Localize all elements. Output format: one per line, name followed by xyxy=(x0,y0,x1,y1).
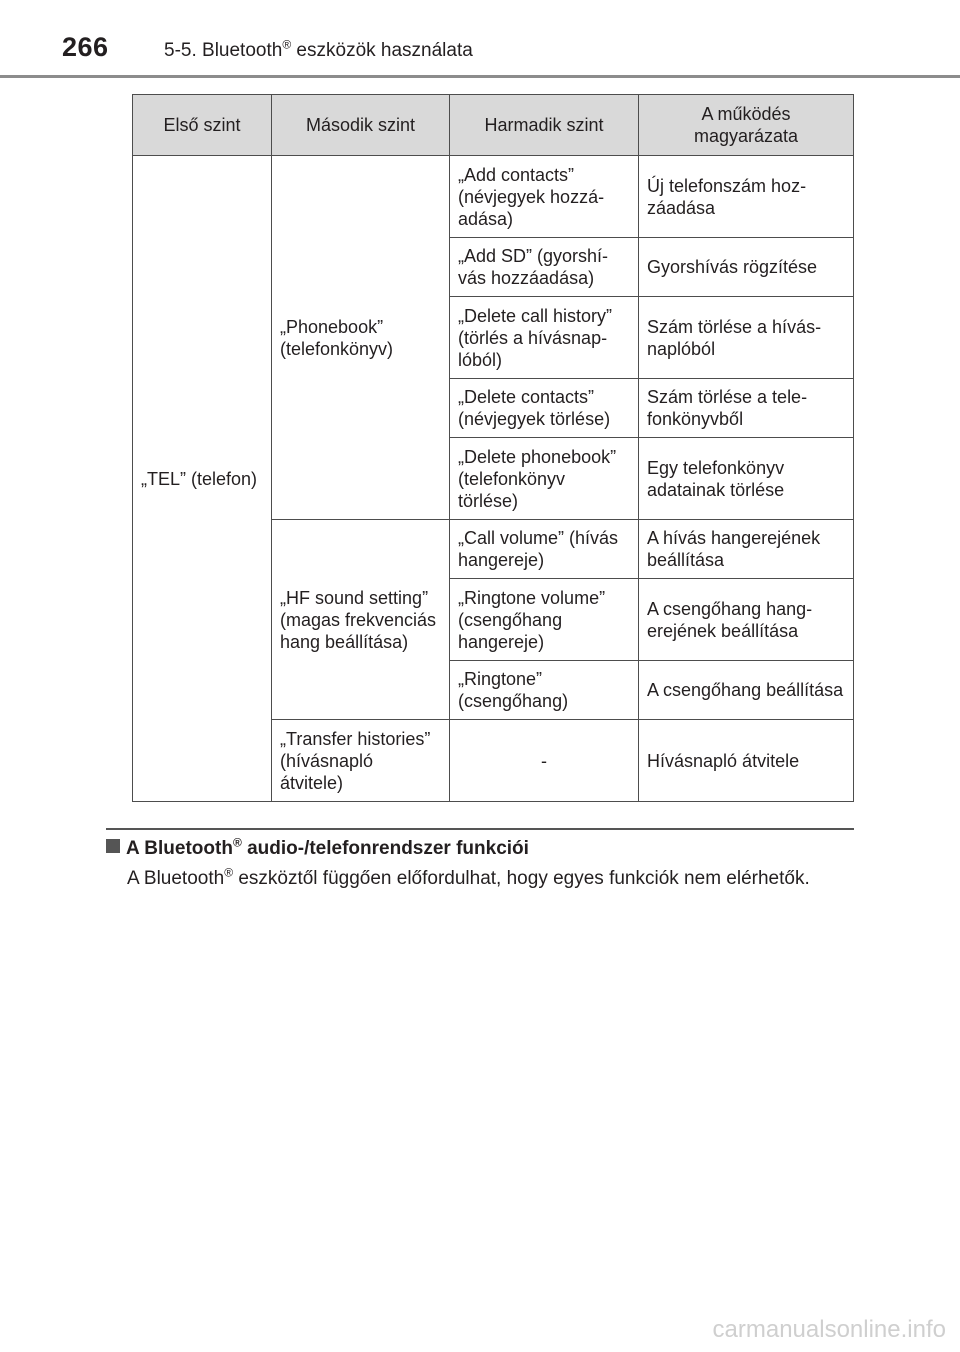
section-divider xyxy=(106,828,854,830)
cell-level3: „Add SD” (gyorshívás hozzáadása) xyxy=(450,238,639,297)
cell-level3: „Delete call history” (törlés a hívásnaplóból) xyxy=(450,297,639,379)
cell-level3: „Ringtone” (csengőhang) xyxy=(450,661,639,720)
cell-level2-hf-sound: „HF sound setting” (magas frekvenciás hang beállítása) xyxy=(272,520,450,720)
cell-level2-phonebook: „Phonebook” (telefonkönyv) xyxy=(272,156,450,520)
cell-level1-tel: „TEL” (telefon) xyxy=(133,156,272,802)
cell-level3: „Ringtone volume” (csengőhang hangereje) xyxy=(450,579,639,661)
col-header-level2: Második szint xyxy=(272,95,450,156)
menu-structure-table xyxy=(132,94,854,802)
cell-level3: „Add contacts” (névjegyek hozzáadása) xyxy=(450,156,639,238)
cell-explanation: Egy telefonkönyv adatainak törlése xyxy=(639,438,854,520)
cell-level3: „Call volume” (hívás hangereje) xyxy=(450,520,639,579)
cell-explanation: Új telefonszám hozzáadása xyxy=(639,156,854,238)
cell-explanation: Szám törlése a hívásnaplóból xyxy=(639,297,854,379)
cell-explanation: Szám törlése a telefonkönyvből xyxy=(639,379,854,438)
col-header-level1: Első szint xyxy=(133,95,272,156)
note-body xyxy=(127,866,854,891)
registered-mark: ® xyxy=(282,37,292,52)
cell-explanation: Gyorshívás rögzítése xyxy=(639,238,854,297)
cell-explanation: A csengőhang beállítása xyxy=(639,661,854,720)
cell-explanation: A hívás hangerejének beállítása xyxy=(639,520,854,579)
cell-level3: „Delete contacts” (névjegyek törlése) xyxy=(450,379,639,438)
table-row xyxy=(133,156,854,238)
registered-mark: ® xyxy=(224,865,234,880)
cell-level2-transfer: „Transfer histories” (hívásnapló átvitele) xyxy=(272,720,450,802)
header-rule xyxy=(0,75,960,78)
page-header xyxy=(0,0,960,80)
note-body-rest: eszköztől függően előfordulhat, hogy egyes funkciók nem elérhetők. xyxy=(233,868,810,889)
section-title-text: 5-5. Bluetooth xyxy=(164,40,283,61)
cell-explanation: Hívásnapló átvitele xyxy=(639,720,854,802)
note-heading-rest: audio-/telefonrendszer funkciói xyxy=(241,838,529,859)
col-header-explanation: A működés magyarázata xyxy=(639,95,854,156)
registered-mark: ® xyxy=(232,835,242,850)
col-header-level3: Harmadik szint xyxy=(450,95,639,156)
page-number: 266 xyxy=(62,32,109,62)
cell-level3: „Delete phonebook” (telefonkönyv törlése) xyxy=(450,438,639,520)
watermark: carmanualsonline.info xyxy=(712,1316,946,1343)
section-title-rest: eszközök használata xyxy=(291,40,473,61)
note-body-text: A Bluetooth xyxy=(127,868,225,889)
note-heading-text: A Bluetooth xyxy=(126,838,233,859)
table-header-row xyxy=(133,95,854,156)
cell-explanation: A csengőhang hangerejének beállítása xyxy=(639,579,854,661)
square-bullet-icon xyxy=(106,839,120,853)
note-heading xyxy=(106,835,529,860)
cell-level3: - xyxy=(450,720,639,802)
section-title xyxy=(164,37,473,62)
